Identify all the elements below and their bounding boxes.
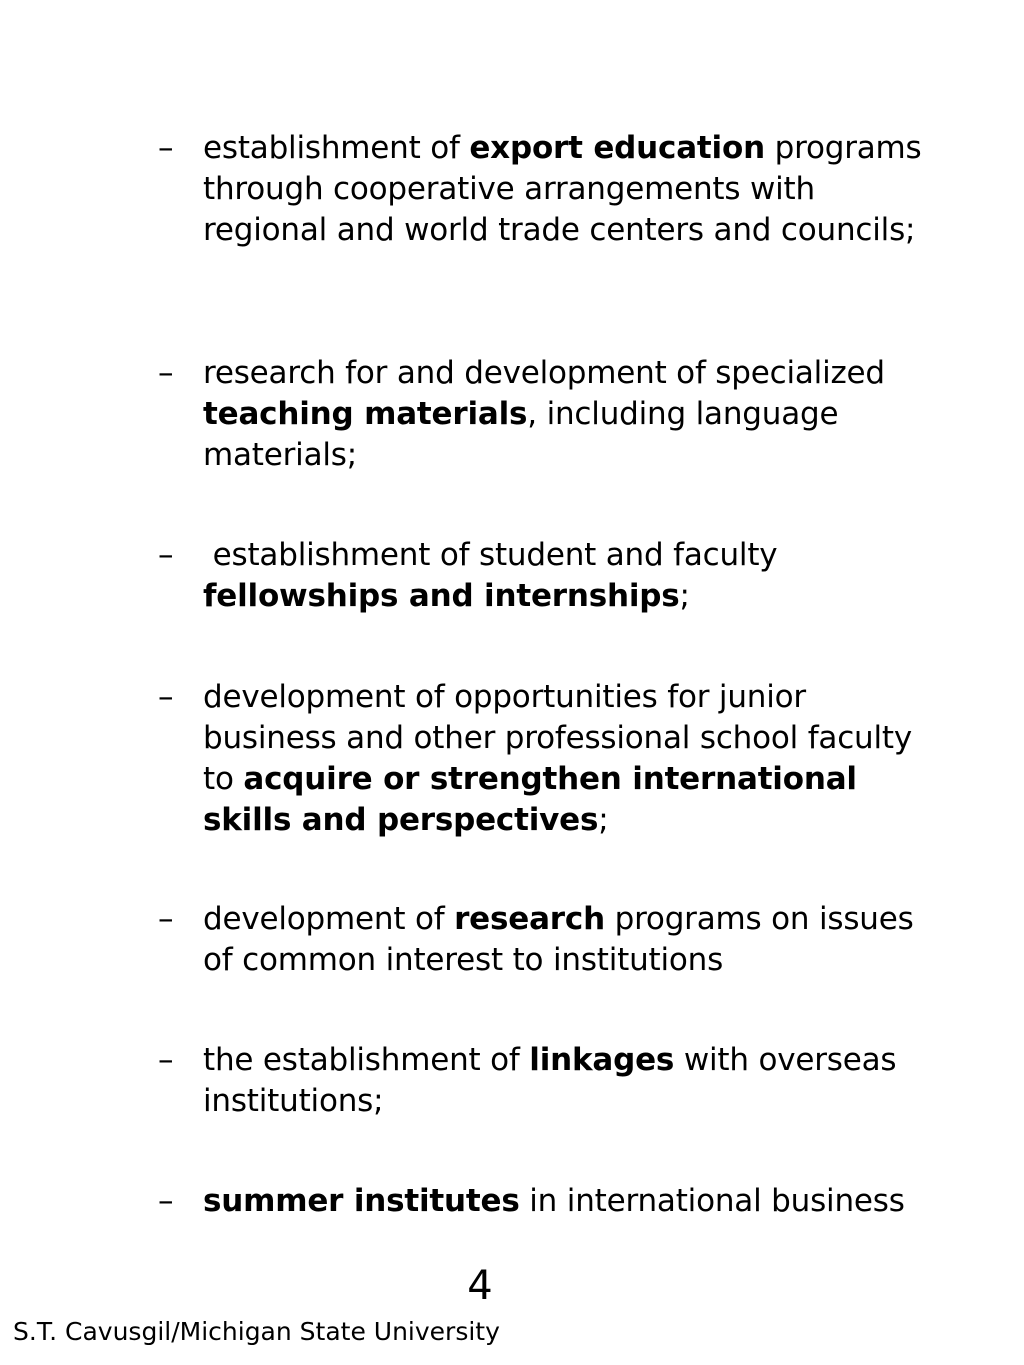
bold-segment: teaching materials [203, 396, 528, 432]
text-segment: , including language materials; [203, 396, 839, 473]
bullet-item-linkages [158, 1040, 958, 1122]
bullet-item-faculty-skills [158, 677, 958, 841]
bullet-text [203, 1040, 943, 1122]
bold-segment: linkages [529, 1042, 675, 1078]
text-segment: research for and development of specialized [203, 355, 885, 391]
page-number: 4 [467, 1263, 493, 1309]
bullet-dash: – [158, 355, 174, 391]
text-segment: development of opportunities for junior business and other professional school faculty to [203, 679, 913, 797]
bullet-item-fellowships [158, 535, 958, 617]
bullet-text [203, 128, 943, 251]
bullet-dash: – [158, 1183, 174, 1219]
bold-segment: acquire or strengthen international skills and perspectives [203, 761, 857, 838]
bullet-dash: – [158, 901, 174, 937]
text-segment: ; [598, 802, 609, 838]
text-segment: ; [679, 578, 690, 614]
bullet-text [203, 899, 943, 981]
text-segment: programs through cooperative arrangements with regional and world trade centers and councils; [203, 130, 922, 248]
text-segment: establishment of [203, 130, 470, 166]
text-segment: in international business [519, 1183, 905, 1219]
bold-segment: export education [469, 130, 765, 166]
text-segment: the establishment of [203, 1042, 530, 1078]
bullet-item-teaching-materials [158, 353, 958, 476]
bullet-text [203, 535, 943, 617]
bullet-dash: – [158, 537, 174, 573]
text-segment: establishment of student and faculty [203, 537, 788, 573]
bullet-dash: – [158, 130, 174, 166]
footer-credit: S.T. Cavusgil/Michigan State University [13, 1317, 500, 1346]
text-segment: programs on issues of common interest to institutions [203, 901, 914, 978]
bullet-item-research [158, 899, 958, 981]
text-segment: with overseas institutions; [203, 1042, 897, 1119]
bullet-text [203, 353, 943, 476]
bullet-dash: – [158, 1042, 174, 1078]
bullet-dash: – [158, 679, 174, 715]
text-segment: development of [203, 901, 455, 937]
bullet-item-summer-institutes [158, 1181, 958, 1222]
bold-segment: fellowships and internships [203, 578, 680, 614]
bullet-item-export-education [158, 128, 958, 251]
bullet-text [203, 1181, 943, 1222]
bullet-text [203, 677, 943, 841]
bold-segment: research [454, 901, 605, 937]
bold-segment: summer institutes [203, 1183, 520, 1219]
